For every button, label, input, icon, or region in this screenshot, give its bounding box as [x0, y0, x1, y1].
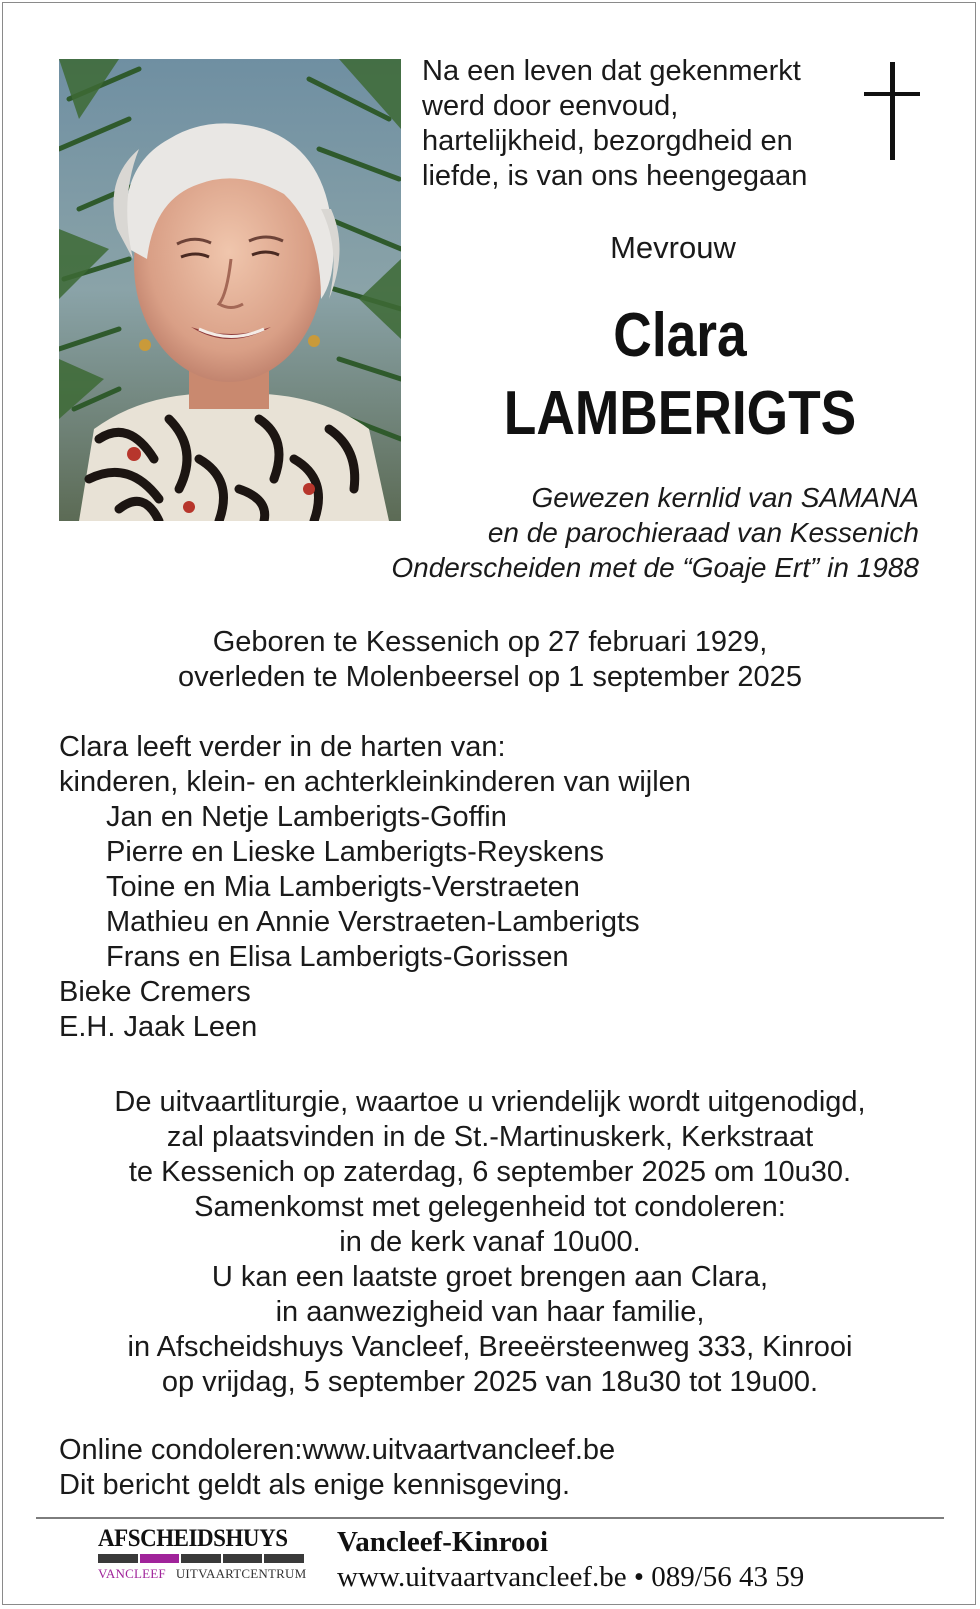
honor-line: Onderscheiden met de “Goaje Ert” in 1988: [391, 552, 919, 583]
logo-subtitle: [98, 1566, 307, 1582]
family-member: Jan en Netje Lamberigts-Goffin: [106, 801, 507, 833]
footer-city: Vancleef-Kinrooi: [337, 1526, 549, 1558]
family-intro: Clara leeft verder in de harten van:: [59, 731, 506, 763]
logo-wordmark: AFSCHEIDSHUYS: [98, 1525, 288, 1552]
life-dates: [0, 625, 980, 695]
family-member: E.H. Jaak Leen: [59, 1011, 258, 1043]
first-name: Clara: [613, 301, 747, 370]
cross-icon: [862, 62, 922, 160]
family-member: Toine en Mia Lamberigts-Verstraeten: [106, 871, 580, 903]
footer-divider: [36, 1517, 944, 1519]
intro-line: werd door eenvoud,: [422, 90, 679, 122]
intro-line: liefde, is van ons heengegaan: [422, 160, 808, 192]
closing-block: [59, 1433, 939, 1503]
intro-line: Na een leven dat gekenmerkt: [422, 55, 801, 87]
footer-contact: [337, 1525, 804, 1595]
birth-line: Geboren te Kessenich op 27 februari 1929,: [212, 626, 768, 658]
service-line: Samenkomst met gelegenheid tot condoleren:: [194, 1191, 786, 1223]
service-line: in Afscheidshuys Vancleef, Breeërsteenweg 333, Kinrooi: [127, 1331, 853, 1363]
portrait-photo: [59, 59, 401, 521]
last-name: LAMBERIGTS: [503, 379, 857, 448]
honor-line: Gewezen kernlid van SAMANA: [531, 482, 919, 513]
logo-sub-left: VANCLEEF: [98, 1566, 166, 1581]
children-intro: kinderen, klein- en achterkleinkinderen van wijlen: [59, 766, 691, 798]
logo-bars: [98, 1554, 304, 1563]
notice-line: Dit bericht geldt als enige kennisgeving.: [59, 1469, 571, 1501]
family-member: Frans en Elisa Lamberigts-Gorissen: [106, 941, 569, 973]
service-info: [0, 1085, 980, 1400]
service-line: U kan een laatste groet brengen aan Clara,: [211, 1261, 769, 1293]
funeral-home-logo: [98, 1525, 307, 1593]
service-line: te Kessenich op zaterdag, 6 september 2025 om 10u30.: [128, 1156, 852, 1188]
honors-block: [391, 480, 919, 585]
honorific-title: Mevrouw: [610, 230, 736, 265]
family-member: Bieke Cremers: [59, 976, 251, 1008]
service-line: zal plaatsvinden in de St.-Martinuskerk, Kerkstraat: [166, 1121, 814, 1153]
service-line: in de kerk vanaf 10u00.: [339, 1226, 641, 1258]
service-line: in aanwezigheid van haar familie,: [275, 1296, 705, 1328]
intro-text: [422, 54, 862, 194]
honor-line: en de parochieraad van Kessenich: [487, 517, 919, 548]
family-block: [59, 730, 939, 1045]
online-condolence-line: Online condoleren:www.uitvaartvancleef.be: [59, 1434, 616, 1466]
service-line: De uitvaartliturgie, waartoe u vriendelijk wordt uitgenodigd,: [114, 1086, 866, 1118]
service-line: op vrijdag, 5 september 2025 van 18u30 tot 19u00.: [161, 1366, 819, 1398]
family-member: Mathieu en Annie Verstraeten-Lamberigts: [106, 906, 640, 938]
family-member: Pierre en Lieske Lamberigts-Reyskens: [106, 836, 605, 868]
intro-line: hartelijkheid, bezorgdheid en: [422, 125, 793, 157]
footer-contact-line: www.uitvaartvancleef.be • 089/56 43 59: [337, 1561, 805, 1593]
logo-sub-right: UITVAARTCENTRUM: [175, 1566, 307, 1581]
death-line: overleden te Molenbeersel op 1 september 2025: [178, 661, 802, 693]
